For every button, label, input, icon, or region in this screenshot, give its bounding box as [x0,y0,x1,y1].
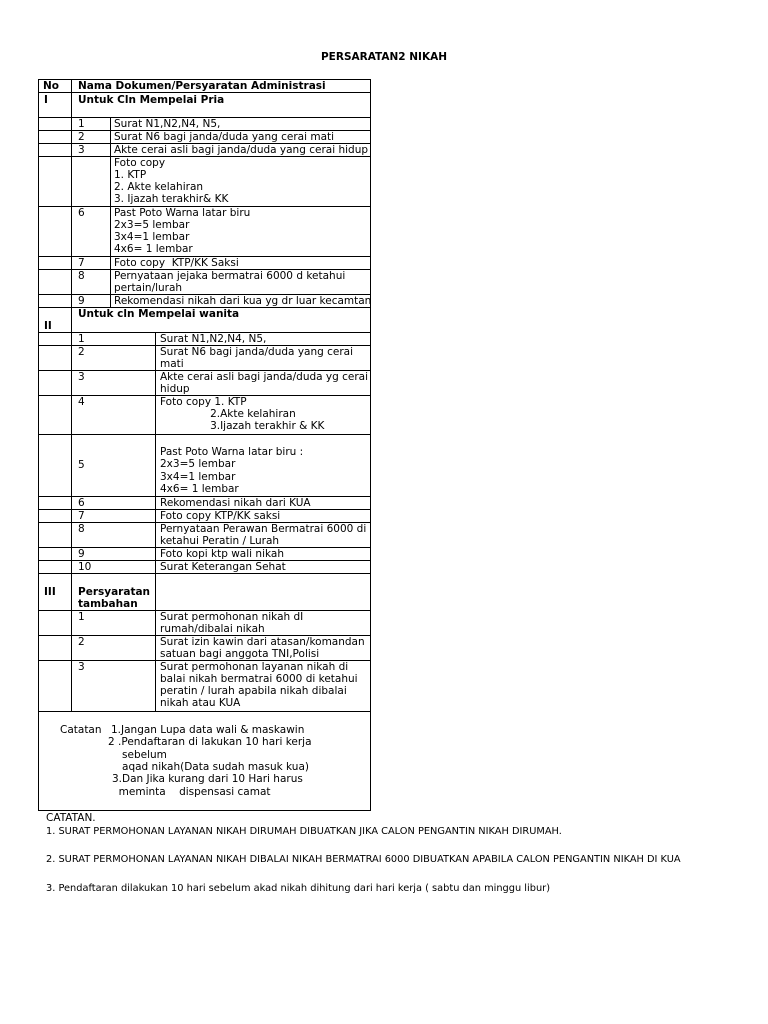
s2-row-text: 2x3=5 lembar [160,458,236,470]
section1-heading: Untuk Cln Mempelai Pria [78,94,225,106]
s2-row-text: Surat N6 bagi janda/duda yang cerai [160,346,354,358]
s1-row-num: 2 [78,131,85,143]
s1-row-text: Foto copy [114,157,166,169]
s3-row-text: Surat permohonan layanan nikah di [160,661,349,673]
s3-row-num: 2 [78,636,85,648]
s2-row-text: Rekomendasi nikah dari KUA [160,497,311,509]
s2-row-num: 3 [78,371,85,383]
s2-row-num: 1 [78,333,85,345]
catatan-line: 2 .Pendaftaran di lakukan 10 hari kerja [108,736,312,748]
s2-row-text: Surat Keterangan Sehat [160,561,286,573]
catatan-line: 3.Dan Jika kurang dari 10 Hari harus [112,773,303,785]
section2-heading: Untuk cln Mempelai wanita [78,308,240,320]
s1-row-num: 9 [78,295,85,307]
section3-heading: Persyaratan [78,586,151,598]
section2-roman: II [44,320,52,332]
s3-row-text: Surat izin kawin dari atasan/komandan [160,636,365,648]
catatan-label: Catatan [60,724,102,736]
s1-row-text: 2. Akte kelahiran [114,181,204,193]
s1-row-text: Surat N6 bagi janda/duda yang cerai mati [114,131,335,143]
s2-row-text: 2.Akte kelahiran [160,408,296,420]
s1-row-text: 2x3=5 lembar [114,219,190,231]
catatan-line: meminta dispensasi camat [112,786,271,798]
s3-row-num: 1 [78,611,85,623]
s1-row-num: 7 [78,257,85,269]
notes-heading: CATATAN. [46,812,96,824]
s1-row-text: 1. KTP [114,169,147,181]
s2-row-text: Pernyataan Perawan Bermatrai 6000 di [160,523,367,535]
s1-row-text: 4x6= 1 lembar [114,243,193,255]
s2-row-text: Foto copy 1. KTP [160,396,247,408]
s1-row-num: 1 [78,118,85,130]
s2-row-num: 4 [78,396,85,408]
s2-row-num: 7 [78,510,85,522]
s2-row-text: Akte cerai asli bagi janda/duda yg cerai [160,371,369,383]
s3-row-text: rumah/dibalai nikah [160,623,265,635]
s2-row-text: 3.Ijazah terakhir & KK [160,420,325,432]
s1-row-num: 8 [78,270,85,282]
page-title: PERSARATAN2 NIKAH [320,51,447,63]
s2-row-num: 9 [78,548,85,560]
s2-row-num: 2 [78,346,85,358]
s1-row-text: Pernyataan jejaka bermatrai 6000 d ketahui [114,270,346,282]
s1-row-num: 6 [78,207,85,219]
s3-row-text: nikah atau KUA [160,697,241,709]
s2-row-text: ketahui Peratin / Lurah [160,535,280,547]
s3-row-num: 3 [78,661,85,673]
s2-row-num: 8 [78,523,85,535]
s2-row-text: 3x4=1 lembar [160,471,236,483]
s1-row-text: Foto copy KTP/KK Saksi [114,257,239,269]
s2-row-text: Foto copy KTP/KK saksi [160,510,281,522]
s1-row-text: Akte cerai asli bagi janda/duda yang cerai hidup [114,144,369,156]
s1-row-num: 3 [78,144,85,156]
s2-row-text: Foto kopi ktp wali nikah [160,548,284,560]
s1-row-text: Surat N1,N2,N4, N5, [114,118,221,130]
s2-row-text: 4x6= 1 lembar [160,483,239,495]
section3-roman: III [44,586,56,598]
note-item: 1. SURAT PERMOHONAN LAYANAN NIKAH DIRUMAH DIBUATKAN JIKA CALON PENGANTIN NIKAH DIRUMAH. [46,826,562,837]
s3-row-text: Surat permohonan nikah dI [160,611,304,623]
s2-row-text: Past Poto Warna latar biru : [160,446,304,458]
s2-row-num: 6 [78,497,85,509]
s2-row-num: 5 [78,459,85,471]
catatan-line: 1.Jangan Lupa data wali & maskawin [111,724,305,736]
s3-row-text: balai nikah bermatrai 6000 di ketahui [160,673,358,685]
s3-row-text: peratin / lurah apabila nikah dibalai [160,685,347,697]
s2-row-text: mati [160,358,184,370]
s1-row-text: Past Poto Warna latar biru [114,207,251,219]
note-item: 3. Pendaftaran dilakukan 10 hari sebelum akad nikah dihitung dari hari kerja ( sabtu dan minggu libur) [46,883,551,894]
s2-row-text: hidup [160,383,190,395]
s1-row-text: pertain/lurah [114,282,183,294]
s1-row-text: 3. Ijazah terakhir& KK [114,193,229,205]
catatan-line: aqad nikah(Data sudah masuk kua) [112,761,309,773]
header-nama: Nama Dokumen/Persyaratan Administrasi [78,80,326,92]
section3-heading: tambahan [78,598,138,610]
header-no: No [43,80,60,92]
catatan-line: sebelum [112,749,167,761]
note-item: 2. SURAT PERMOHONAN LAYANAN NIKAH DIBALAI NIKAH BERMATRAI 6000 DIBUATKAN APABILA CALON PENGANTIN NIKAH DI KUA [46,854,681,865]
s3-row-text: satuan bagi anggota TNI,Polisi [160,648,320,660]
s1-row-text: 3x4=1 lembar [114,231,190,243]
section1-roman: I [44,94,48,106]
s2-row-num: 10 [78,561,92,573]
s2-row-text: Surat N1,N2,N4, N5, [160,333,267,345]
s1-row-text: Rekomendasi nikah dari kua yg dr luar kecamtan [114,295,372,307]
